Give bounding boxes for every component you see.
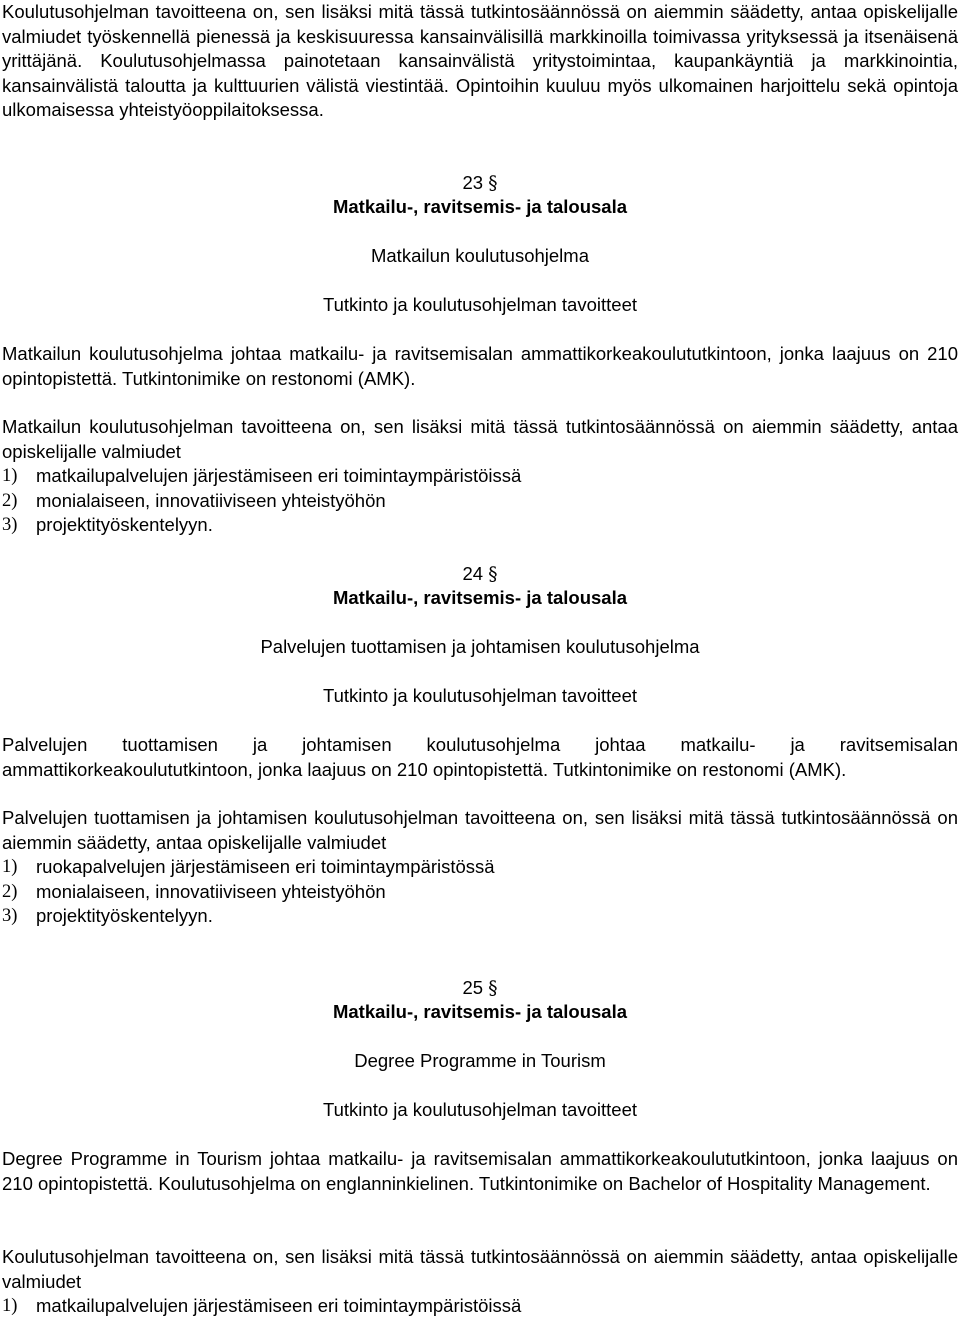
list-item [2, 1294, 958, 1319]
section-subheading: Tutkinto ja koulutusohjelman tavoitteet [323, 1099, 637, 1120]
list-item-number: 2) [2, 881, 18, 902]
list-item [2, 880, 958, 905]
objectives-list [2, 1294, 958, 1319]
list-item [2, 464, 958, 489]
objectives-paragraph: Palvelujen tuottamisen ja johtamisen koulutusohjelman tavoitteena on, sen lisäksi mitä tässä tutkintosäännössä on aiemmin säädetty, antaa opiskelijalle valmiudet [2, 807, 958, 853]
section-number [2, 562, 958, 588]
section-subheading: Tutkinto ja koulutusohjelman tavoitteet [323, 294, 637, 315]
section-field-title: Matkailu-, ravitsemis- ja talousala [332, 1001, 628, 1022]
objectives-paragraph: Koulutusohjelman tavoitteena on, sen lisäksi mitä tässä tutkintosäännössä on aiemmin säädetty, antaa opiskelijalle valmiudet [2, 1246, 958, 1292]
degree-paragraph: Degree Programme in Tourism johtaa matkailu- ja ravitsemisalan ammattikorkeakoulututkintoon, jonka laajuus on 210 opintopistettä. Koulutusohjelma on englanninkielinen. Tutkintonimike on Bachelor of Hospitality Management. [2, 1148, 958, 1194]
list-item-text: matkailupalvelujen järjestämiseen eri toimintaympäristöissä [36, 1295, 522, 1316]
objectives-list [2, 855, 958, 929]
list-item-number: 3) [2, 515, 18, 535]
list-item-number: 3) [2, 906, 18, 926]
list-item-text: ruokapalvelujen järjestämiseen eri toimintaympäristössä [36, 856, 495, 877]
section-number-value: 23 [462, 172, 484, 193]
objectives-paragraph: Matkailun koulutusohjelman tavoitteena on, sen lisäksi mitä tässä tutkintosäännössä on aiemmin säädetty, antaa opiskelijalle valmiudet [2, 416, 958, 462]
section-field-title: Matkailu-, ravitsemis- ja talousala [332, 587, 628, 608]
section-field-title: Matkailu-, ravitsemis- ja talousala [332, 196, 628, 217]
intro-paragraph: Koulutusohjelman tavoitteena on, sen lisäksi mitä tässä tutkintosäännössä on aiemmin säädetty, antaa opiskelijalle valmiudet työskennellä pienessä ja keskisuuressa kansainvälisillä markkinoilla toimivassa yrityksessä ja itsenäisenä yrittäjänä. Koulutusohjelmassa painotetaan kansainvälistä yritystoimintaa, kaupankäyntiä ja markkinointia, kansainvälistä taloutta ja kulttuurien välistä viestintää. Opintoihin kuuluu myös ulkomainen harjoittelu sekä opintoja ulkomaisessa yhteistyöoppilaitoksessa. [2, 1, 958, 120]
list-item-number: 1) [2, 466, 18, 486]
list-item-text: matkailupalvelujen järjestämiseen eri toimintaympäristöissä [36, 465, 522, 486]
list-item-text: projektityöskentelyyn. [36, 514, 213, 535]
list-item [2, 855, 958, 880]
degree-paragraph: Palvelujen tuottamisen ja johtamisen koulutusohjelma johtaa matkailu- ja ravitsemisalan ammattikorkeakoulututkintoon, jonka laajuus on 210 opintopistettä. Tutkintonimike on restonomi (AMK). [2, 734, 958, 780]
section-symbol: § [488, 173, 498, 194]
section-number [2, 171, 958, 197]
programme-name: Degree Programme in Tourism [354, 1050, 606, 1071]
list-item [2, 489, 958, 514]
programme-name: Palvelujen tuottamisen ja johtamisen koulutusohjelma [260, 636, 700, 657]
section-number-value: 25 [462, 977, 484, 998]
degree-paragraph: Matkailun koulutusohjelma johtaa matkailu- ja ravitsemisalan ammattikorkeakoulututkintoon, jonka laajuus on 210 opintopistettä. Tutkintonimike on restonomi (AMK). [2, 343, 958, 389]
section-symbol: § [488, 564, 498, 585]
objectives-list [2, 464, 958, 538]
list-item-number: 2) [2, 490, 18, 511]
section-number [2, 976, 958, 1002]
list-item-text: projektityöskentelyyn. [36, 905, 213, 926]
list-item [2, 904, 958, 929]
list-item-text: monialaiseen, innovatiiviseen yhteistyöhön [36, 489, 386, 511]
list-item-number: 1) [2, 857, 18, 877]
section-number-value: 24 [462, 563, 484, 584]
list-item-number: 1) [2, 1296, 18, 1316]
programme-name: Matkailun koulutusohjelma [370, 245, 589, 266]
section-symbol: § [488, 978, 498, 999]
section-subheading: Tutkinto ja koulutusohjelman tavoitteet [323, 685, 637, 706]
list-item-text: monialaiseen, innovatiiviseen yhteistyöhön [36, 880, 386, 902]
list-item [2, 513, 958, 538]
